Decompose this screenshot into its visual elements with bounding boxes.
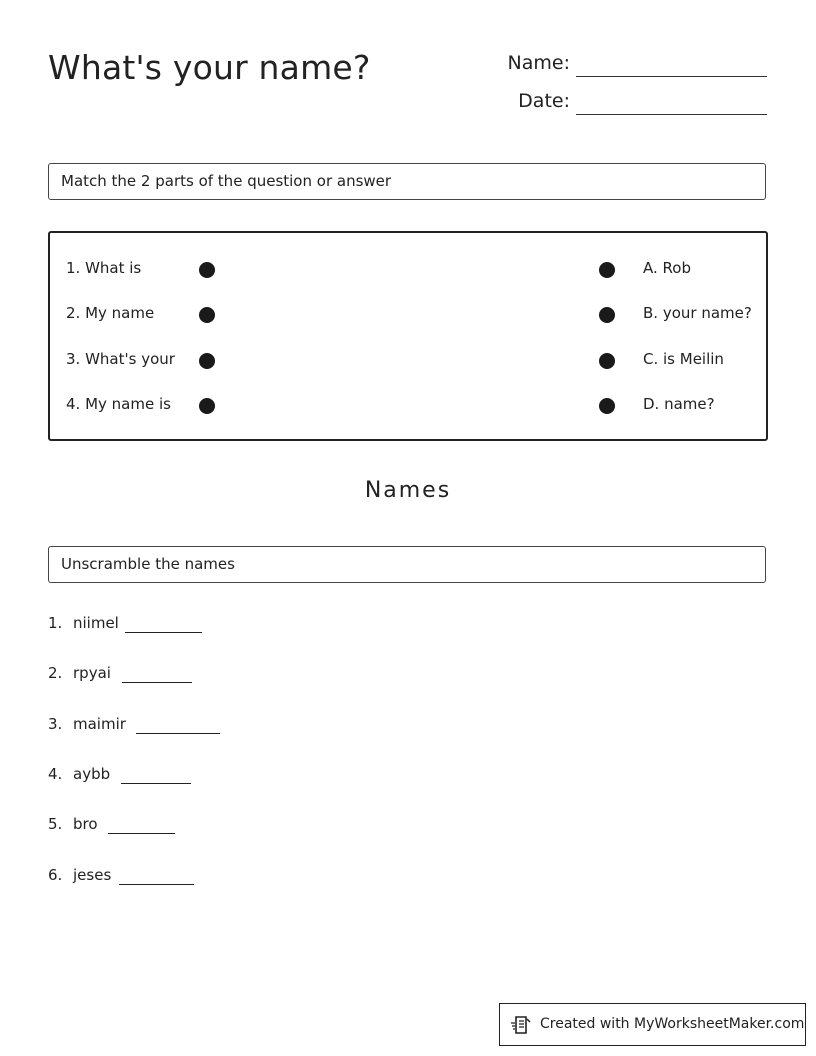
match-row <box>50 302 766 326</box>
answer-blank-line[interactable] <box>108 833 175 834</box>
scrambled-word: aybb <box>73 765 111 783</box>
match-right-dot[interactable] <box>599 398 615 414</box>
matching-exercise-box <box>48 231 768 441</box>
footer-credit-box[interactable] <box>499 1003 806 1046</box>
scrambled-word: jeses <box>73 866 112 884</box>
match-left-dot[interactable] <box>199 353 215 369</box>
names-section-title: Names <box>364 478 452 503</box>
footer-credit-text: Created with MyWorksheetMaker.com <box>540 1016 805 1032</box>
answer-blank-line[interactable] <box>125 632 202 633</box>
item-number: 4. <box>48 765 63 783</box>
match-instruction-text: Match the 2 parts of the question or answer <box>61 172 392 190</box>
match-left-item: 2. My name <box>66 304 155 322</box>
match-right-item: B. your name? <box>643 304 752 322</box>
item-number: 2. <box>48 664 63 682</box>
scrambled-word: maimir <box>73 715 126 733</box>
scrambled-word: bro <box>73 815 98 833</box>
scrambled-word: niimel <box>73 614 119 632</box>
worksheet-title: What's your name? <box>48 48 371 87</box>
scrambled-word: rpyai <box>73 664 111 682</box>
answer-blank-line[interactable] <box>122 682 192 683</box>
date-label: Date: <box>518 90 570 112</box>
match-row <box>50 348 766 372</box>
answer-blank-line[interactable] <box>121 783 191 784</box>
item-number: 6. <box>48 866 63 884</box>
item-number: 3. <box>48 715 63 733</box>
match-right-dot[interactable] <box>599 353 615 369</box>
item-number: 5. <box>48 815 63 833</box>
item-number: 1. <box>48 614 63 632</box>
match-row <box>50 393 766 417</box>
answer-blank-line[interactable] <box>119 884 194 885</box>
match-row <box>50 257 766 281</box>
match-right-dot[interactable] <box>599 262 615 278</box>
match-left-dot[interactable] <box>199 307 215 323</box>
match-left-item: 4. My name is <box>66 395 171 413</box>
unscramble-instruction-box <box>48 546 766 583</box>
worksheet-maker-logo-icon <box>510 1014 532 1036</box>
match-instruction-box <box>48 163 766 200</box>
name-label: Name: <box>507 52 570 74</box>
match-left-item: 1. What is <box>66 259 142 277</box>
unscramble-instruction-text: Unscramble the names <box>61 555 235 573</box>
match-right-dot[interactable] <box>599 307 615 323</box>
match-right-item: A. Rob <box>643 259 691 277</box>
answer-blank-line[interactable] <box>136 733 220 734</box>
name-blank-line[interactable] <box>576 76 767 77</box>
match-left-item: 3. What's your <box>66 350 175 368</box>
match-left-dot[interactable] <box>199 398 215 414</box>
match-right-item: D. name? <box>643 395 715 413</box>
match-right-item: C. is Meilin <box>643 350 724 368</box>
match-left-dot[interactable] <box>199 262 215 278</box>
date-blank-line[interactable] <box>576 114 767 115</box>
